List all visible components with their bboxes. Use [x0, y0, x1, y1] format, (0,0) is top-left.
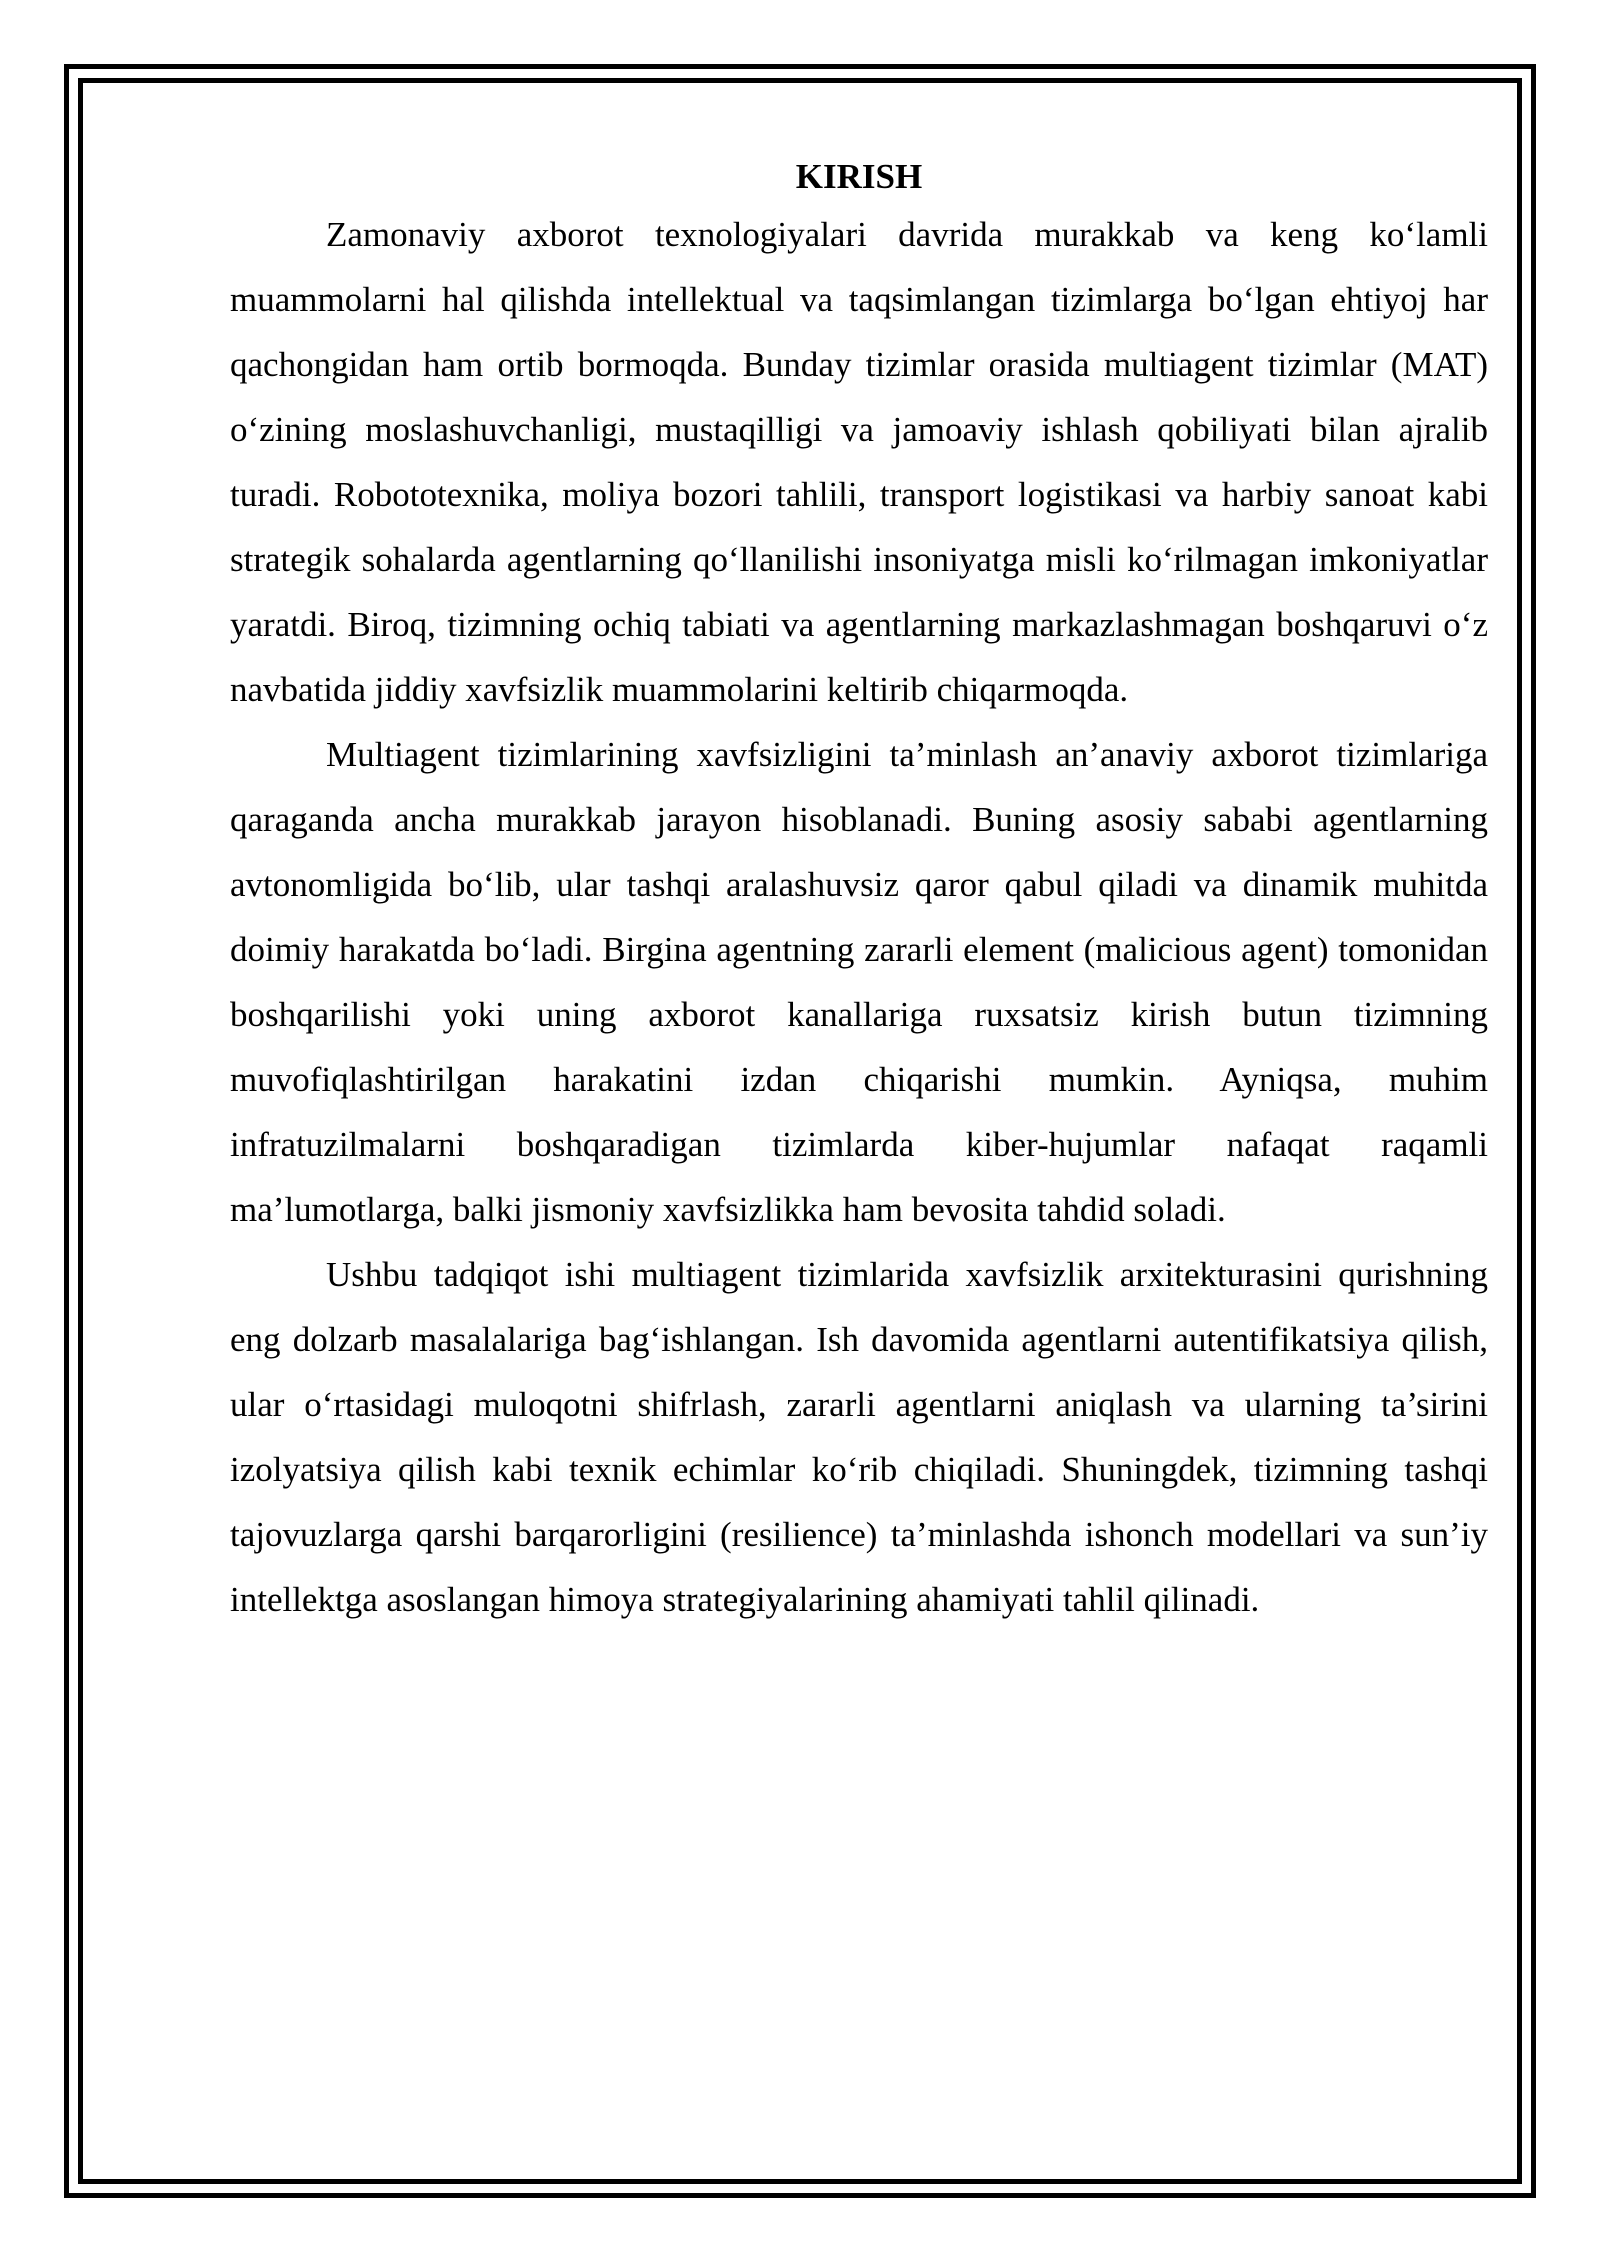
document-body [230, 152, 1488, 1632]
paragraph-3: Ushbu tadqiqot ishi multiagent tizimlarida xavfsizlik arxitekturasini qurishning eng dolzarb masalalariga bag‘ishlangan. Ish davomida agentlarni autentifikatsiya qilish, ular o‘rtasidagi muloqotni shifrlash, zararli agentlarni aniqlash va ularning ta’sirini izolyatsiya qilish kabi texnik echimlar ko‘rib chiqiladi. Shuningdek, tizimning tashqi tajovuzlarga qarshi barqarorligini (resilience) ta’minlashda ishonch modellari va sun’iy intellektga asoslangan himoya strategiyalarining ahamiyati tahlil qilinadi. [230, 1255, 1488, 1619]
section-heading: KIRISH [795, 157, 923, 196]
paragraph-2: Multiagent tizimlarining xavfsizligini ta’minlash an’anaviy axborot tizimlariga qaraganda ancha murakkab jarayon hisoblanadi. Buning asosiy sababi agentlarning avtonomligida bo‘lib, ular tashqi aralashuvsiz qaror qabul qiladi va dinamik muhitda doimiy harakatda bo‘ladi. Birgina agentning zararli element (malicious agent) tomonidan boshqarilishi yoki uning axborot kanallariga ruxsatsiz kirish butun tizimning muvofiqlashtirilgan harakatini izdan chiqarishi mumkin. Ayniqsa, muhim infratuzilmalarni boshqaradigan tizimlarda kiber-hujumlar nafaqat raqamli ma’lumotlarga, balki jismoniy xavfsizlikka ham bevosita tahdid soladi. [230, 735, 1488, 1229]
paragraph-1: Zamonaviy axborot texnologiyalari davrida murakkab va keng ko‘lamli muammolarni hal qilishda intellektual va taqsimlangan tizimlarga bo‘lgan ehtiyoj har qachongidan ham ortib bormoqda. Bunday tizimlar orasida multiagent tizimlar (MAT) o‘zining moslashuvchanligi, mustaqilligi va jamoaviy ishlash qobiliyati bilan ajralib turadi. Robototexnika, moliya bozori tahlili, transport logistikasi va harbiy sanoat kabi strategik sohalarda agentlarning qo‘llanilishi insoniyatga misli ko‘rilmagan imkoniyatlar yaratdi. Biroq, tizimning ochiq tabiati va agentlarning markazlashmagan boshqaruvi o‘z navbatida jiddiy xavfsizlik muammolarini keltirib chiqarmoqda. [230, 215, 1488, 709]
